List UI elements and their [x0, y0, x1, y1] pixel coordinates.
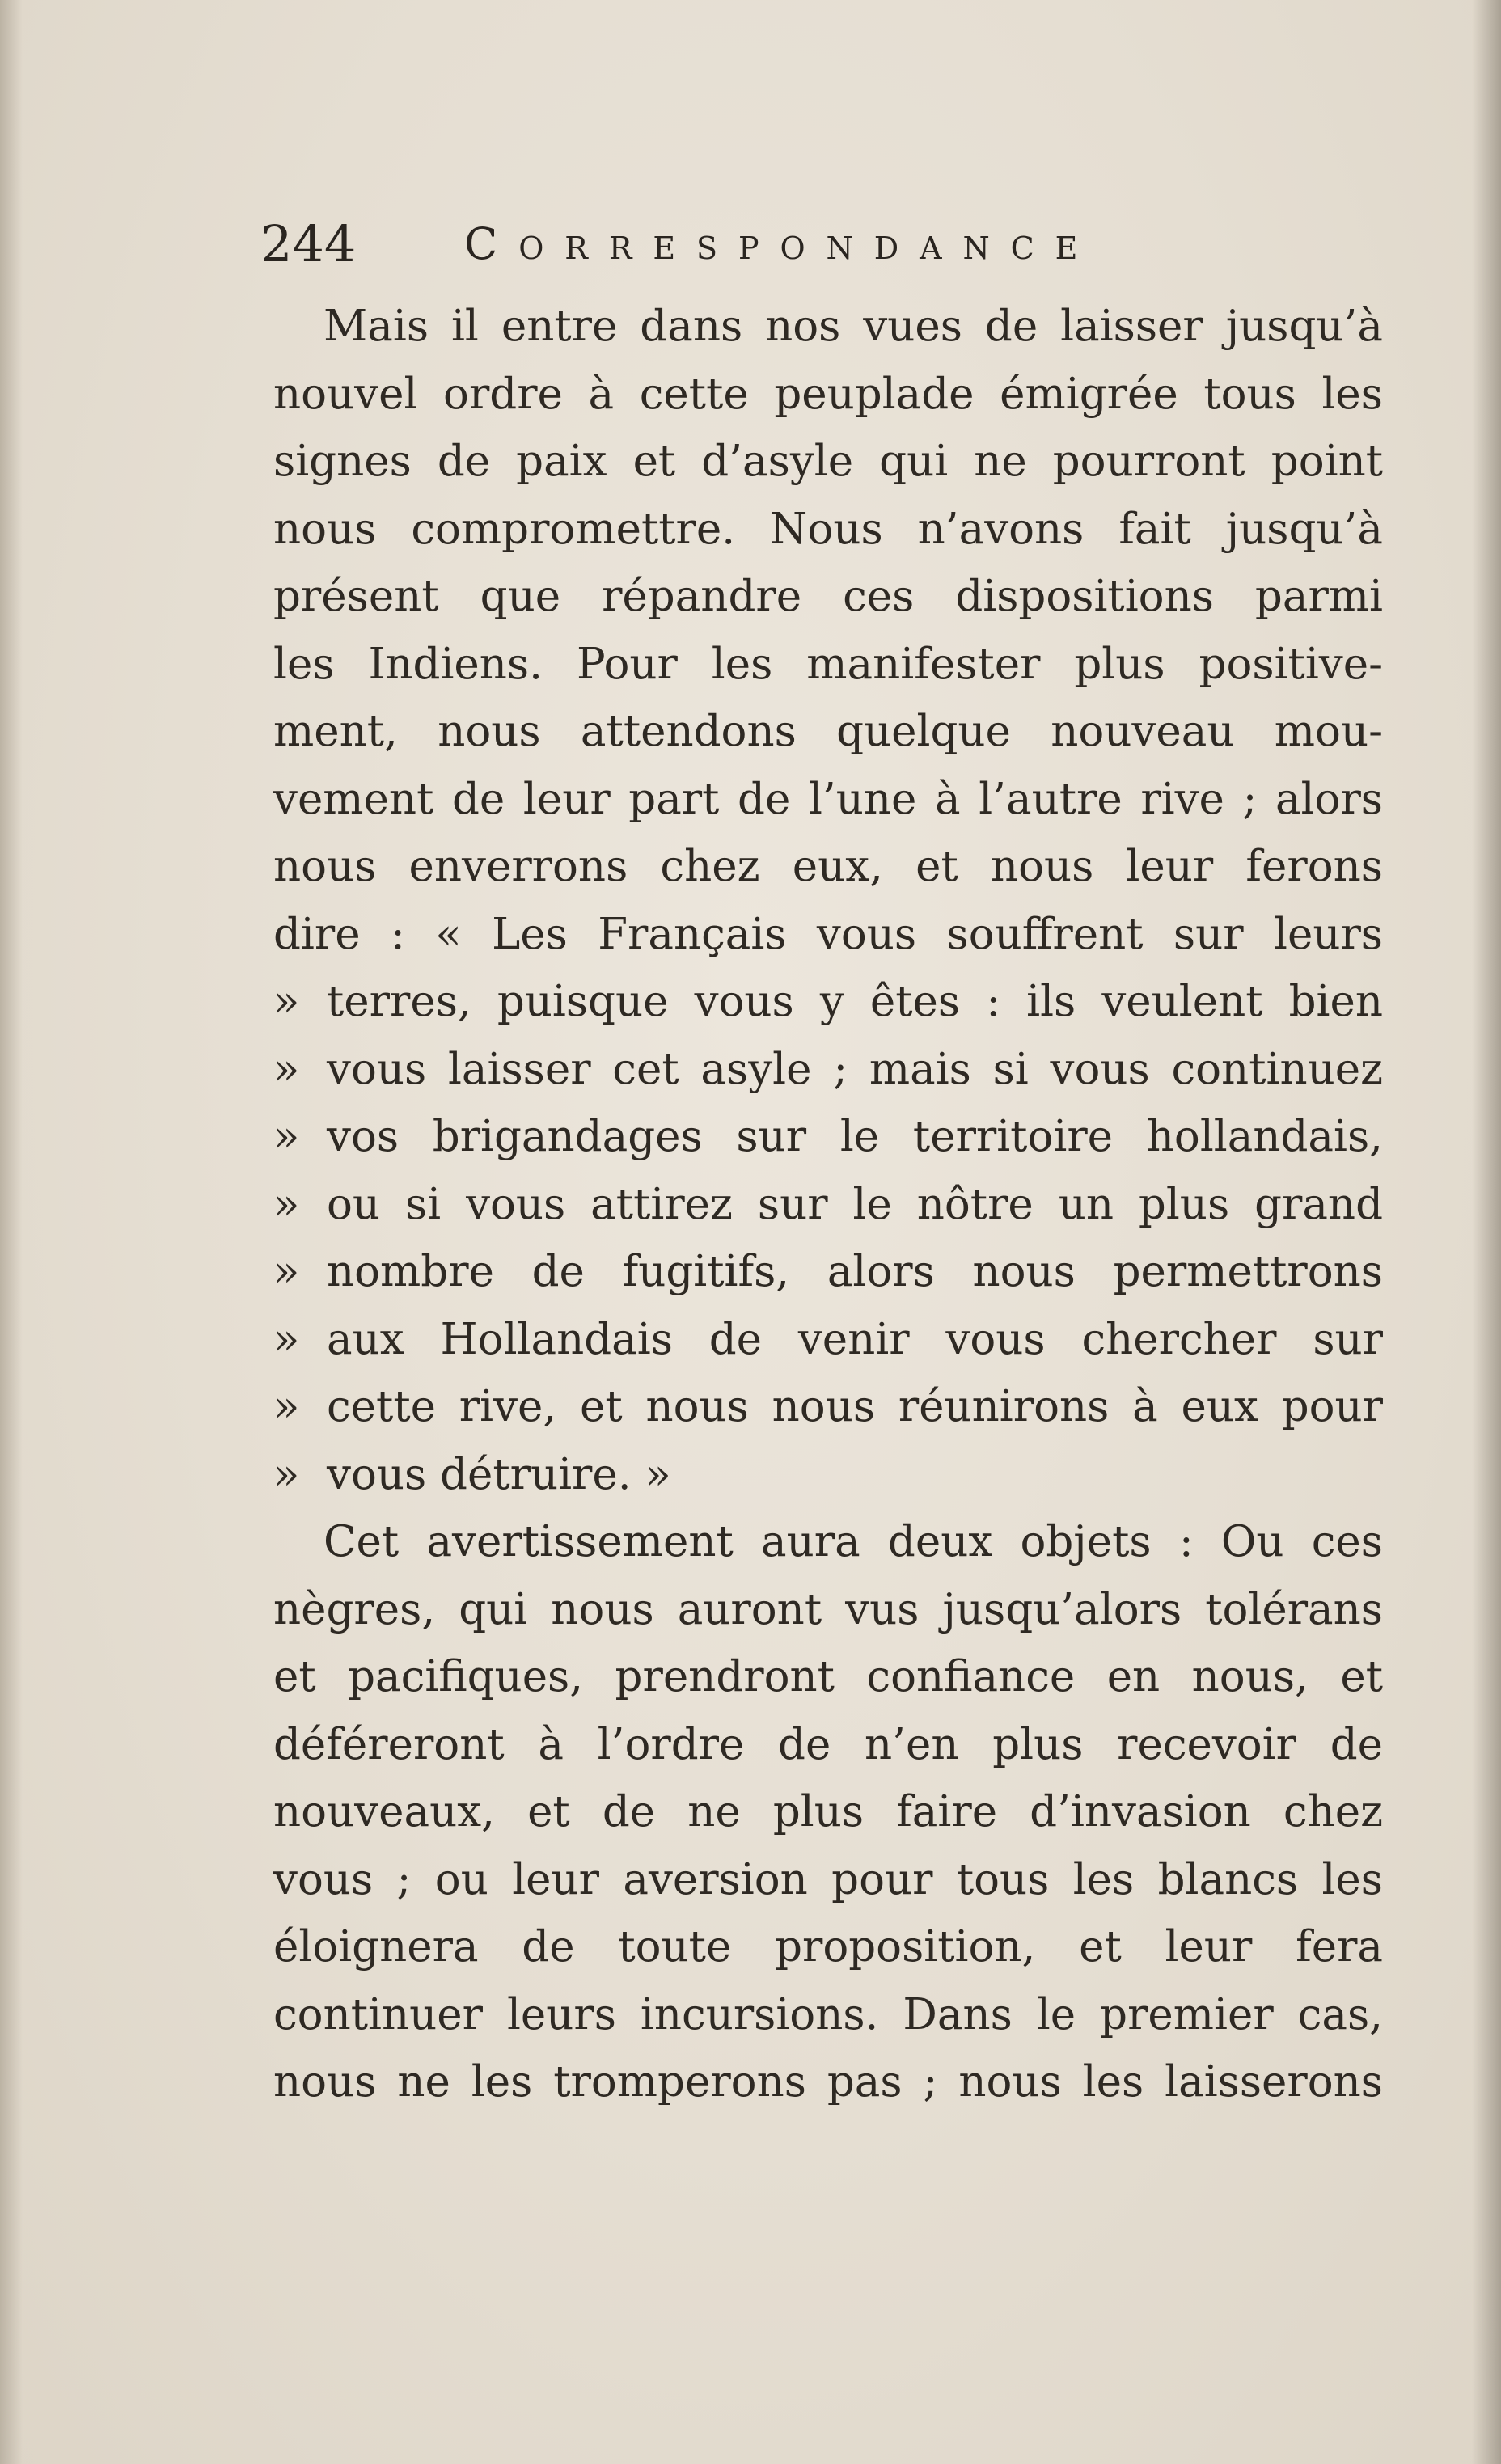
text-line: [273, 1036, 1383, 1104]
text-line: vement de leur part de l’une à l’autre rive ; alors: [273, 774, 1383, 824]
text-line: [273, 1171, 1383, 1239]
text-line-content: ou si vous attirez sur le nôtre un plus grand: [327, 1179, 1383, 1229]
text-line: éloignera de toute proposition, et leur fera: [273, 1922, 1383, 1972]
text-line-content: terres, puisque vous y êtes : ils veulent bien: [327, 977, 1383, 1026]
text-line: présent que répandre ces dispositions parmi: [273, 572, 1383, 621]
text-line: déféreront à l’ordre de n’en plus recevoir de: [273, 1719, 1383, 1769]
text-line-content: cette rive, et nous nous réunirons à eux pour: [327, 1382, 1383, 1431]
quote-mark: »: [273, 1179, 300, 1229]
text-line: les Indiens. Pour les manifester plus positive-: [273, 639, 1383, 689]
text-line: nègres, qui nous auront vus jusqu’alors tolérans: [273, 1584, 1383, 1634]
quote-mark: »: [273, 1112, 300, 1161]
text-line-content: nombre de fugitifs, alors nous permettrons: [327, 1247, 1383, 1296]
text-line: [273, 1373, 1383, 1441]
quote-mark: »: [273, 1044, 300, 1094]
text-line: Mais il entre dans nos vues de laisser jusqu’à: [323, 302, 1383, 351]
text-line-content: vos brigandages sur le territoire hollandais,: [327, 1112, 1383, 1161]
text-line: [273, 1103, 1383, 1171]
text-line-content: vous laisser cet asyle ; mais si vous continuez: [327, 1044, 1383, 1094]
text-line: nouveaux, et de ne plus faire d’invasion chez: [273, 1787, 1383, 1836]
text-line: continuer leurs incursions. Dans le premier cas,: [273, 1989, 1383, 2039]
text-line: signes de paix et d’asyle qui ne pourront point: [273, 437, 1383, 486]
text-line: et pacifiques, prendront confiance en nous, et: [273, 1652, 1383, 1701]
text-line: nous enverrons chez eux, et nous leur ferons: [273, 842, 1383, 891]
text-line: nous ne les tromperons pas ; nous les laisserons: [273, 2057, 1383, 2107]
text-line: nouvel ordre à cette peuplade émigrée tous les: [273, 369, 1383, 419]
quote-mark: »: [273, 1449, 300, 1499]
quote-mark: »: [273, 977, 300, 1026]
page-header: [260, 212, 1376, 277]
text-line: dire : « Les Français vous souffrent sur leurs: [273, 909, 1383, 959]
running-head: Correspondance: [464, 218, 1099, 269]
quote-mark: »: [273, 1314, 300, 1364]
text-line: [273, 968, 1383, 1036]
quote-mark: »: [273, 1247, 300, 1296]
text-line: [273, 1306, 1383, 1374]
text-line: nous compromettre. Nous n’avons fait jusqu’à: [273, 504, 1383, 554]
quote-mark: »: [273, 1382, 300, 1431]
text-line: ment, nous attendons quelque nouveau mou-: [273, 707, 1383, 756]
text-line: [273, 1441, 1383, 1509]
page-number: 244: [260, 214, 357, 273]
body-text: [273, 293, 1383, 2116]
text-line: vous ; ou leur aversion pour tous les blancs les: [273, 1854, 1383, 1904]
text-line-content: vous détruire. »: [327, 1449, 671, 1499]
text-line: [273, 1238, 1383, 1306]
text-line-content: aux Hollandais de venir vous chercher sur: [327, 1314, 1383, 1364]
text-line: Cet avertissement aura deux objets : Ou ces: [323, 1517, 1383, 1566]
